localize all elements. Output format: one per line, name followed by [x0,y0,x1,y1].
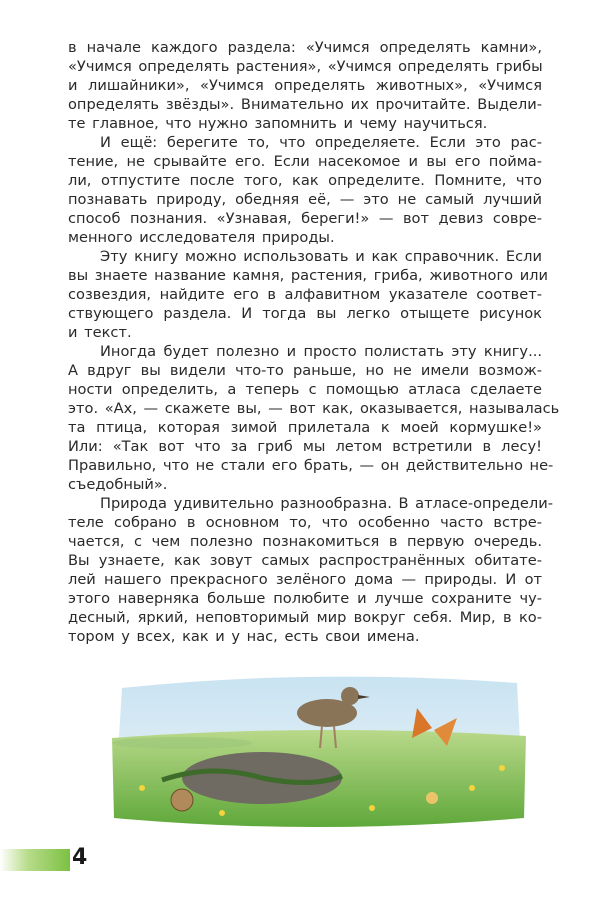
paragraph [68,494,553,646]
text-line: «Учимся определять растения», «Учимся определять грибы [68,58,543,75]
paragraph [68,247,548,342]
text-line: и лишайники», «Учимся определять животных», «Учимся [68,77,542,94]
text-line: способ познания. «Узнавая, береги!» — вот девиз совре- [68,210,542,227]
text-line: Вы узнаете, как зовут самых распространённых обитате- [68,552,542,569]
paragraph [68,133,542,247]
text-line: те главное, что нужно запомнить и чему научиться. [68,115,488,132]
text-line: познавать природу, обедняя её, — это не самый лучший [68,191,542,208]
text-line: тение, не срывайте его. Если насекомое и вы его пойма- [68,153,542,170]
page-number: 4 [72,845,88,870]
text-line: десный, яркий, неповторимый мир вокруг себя. Мир, в ко- [68,609,542,626]
snail [171,789,193,811]
body-text [68,38,560,646]
text-line: Иногда будет полезно и просто полистать эту книгу... [100,343,542,360]
meadow-illustration [112,668,526,833]
text-line: Природа удивительно разнообразна. В атласе-определи- [100,495,553,512]
text-line: Или: «Так вот что за гриб мы летом встретили в лесу! [68,438,542,455]
text-line: теле собрано в основном то, что особенно часто встре- [68,514,542,531]
text-line: определять звёзды». Внимательно их прочитайте. Выдели- [68,96,542,113]
text-line: созвездия, найдите его в алфавитном указателе соответ- [68,286,542,303]
text-line: ли, отпустите после того, как определите. Помните, что [68,172,542,189]
text-line: вы знаете название камня, растения, гриба, животного или [68,267,548,284]
bee [426,792,438,804]
text-line: Эту книгу можно использовать и как справочник. Если [100,248,542,265]
text-line: лей нашего прекрасного зелёного дома — природы. И от [68,571,542,588]
paragraph [68,342,560,494]
text-line: И ещё: берегите то, что определяете. Если это рас- [100,134,542,151]
page-number-bar [0,849,70,871]
paragraph [68,38,542,133]
text-line: это. «Ах, — скажете вы, — вот как, оказывается, называлась [68,400,560,417]
text-line: менного исследователя природы. [68,229,335,246]
text-line: съедобный». [68,476,168,493]
text-line: тором у всех, как и у нас, есть свои имена. [68,628,420,645]
text-line: в начале каждого раздела: «Учимся определять камни», [68,39,542,56]
text-line: чается, с чем полезно познакомиться в первую очередь. [68,533,542,550]
text-line: ности определить, а теперь с помощью атласа сделаете [68,381,542,398]
text-line: и текст. [68,324,132,341]
text-line: ствующего раздела. И тогда вы легко отыщете рисунок [68,305,542,322]
text-line: та птица, которая зимой прилетала к моей кормушке!» [68,419,542,436]
text-line: А вдруг вы видели что-то раньше, но не имели возмож- [68,362,542,379]
text-line: Правильно, что не стали его брать, — он действительно не- [68,457,554,474]
text-line: этого наверняка больше полюбите и лучше сохраните чу- [68,590,542,607]
